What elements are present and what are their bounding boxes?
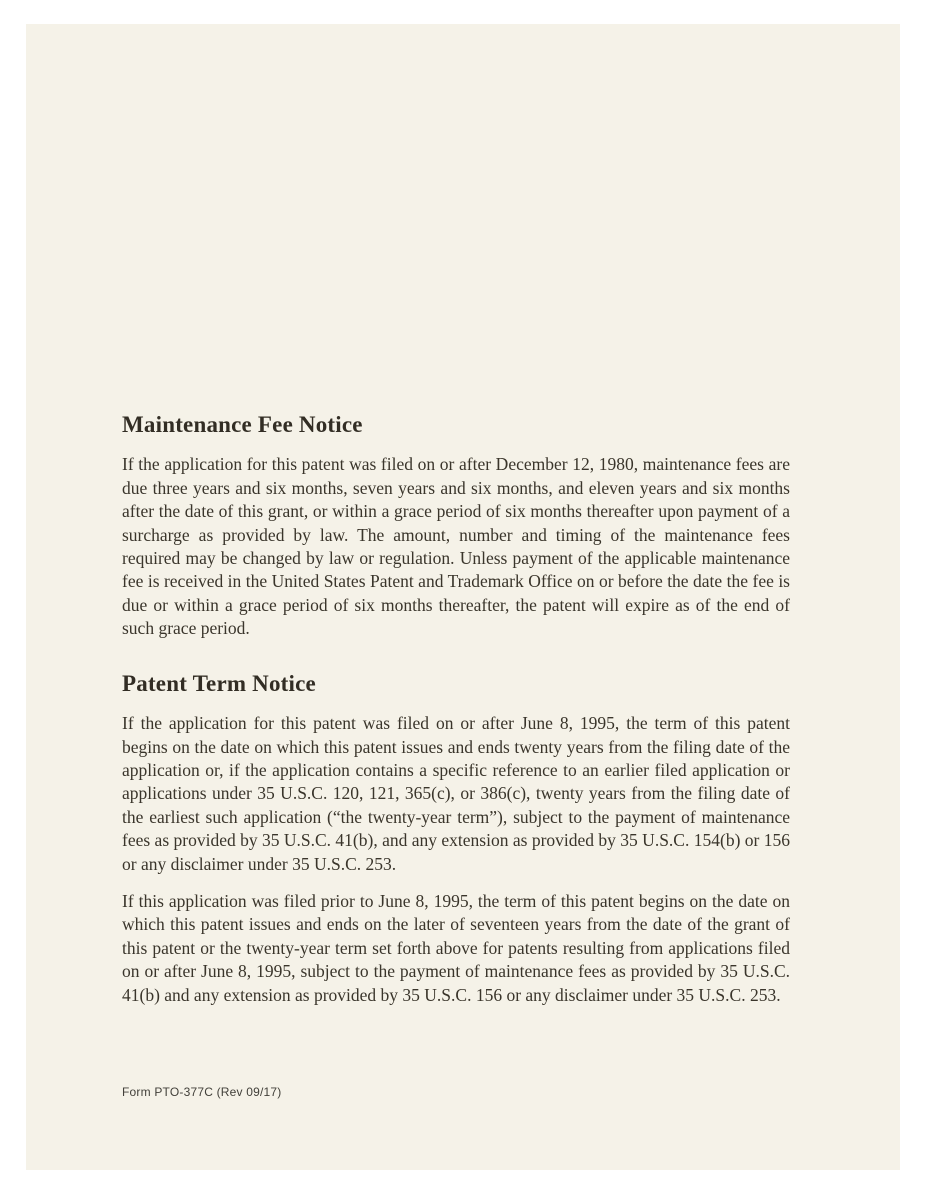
document-page [26, 24, 900, 1170]
patent-term-notice-paragraph-2: If this application was filed prior to June 8, 1995, the term of this patent begins on the date on which this patent issues and ends on the later of seventeen years from the date of the grant of this patent or the twenty-year term set forth above for patents resulting from applications filed on or after June 8, 1995, subject to the payment of maintenance fees as provided by 35 U.S.C. 41(b) and any extension as provided by 35 U.S.C. 156 or any disclaimer under 35 U.S.C. 253. [122, 890, 790, 1005]
patent-term-notice-heading: Patent Term Notice [122, 670, 316, 696]
maintenance-fee-notice-paragraph: If the application for this patent was filed on or after December 12, 1980, maintenance fees are due three years and six months, seven years and six months, and eleven years and six months after the date of this grant, or within a grace period of six months thereafter upon payment of a surcharge as provided by law. The amount, number and timing of the maintenance fees required may be changed by law or regulation. Unless payment of the applicable maintenance fee is received in the United States Patent and Trademark Office on or before the date the fee is due or within a grace period of six months thereafter, the patent will expire as of the end of such grace period. [122, 454, 790, 639]
section-maintenance-fee-notice [122, 412, 790, 641]
patent-term-notice-paragraph-1: If the application for this patent was filed on or after June 8, 1995, the term of this patent begins on the date on which this patent issues and ends twenty years from the filing date of the application or, if the application contains a specific reference to an earlier filed application or applications under 35 U.S.C. 120, 121, 365(c), or 386(c), twenty years from the filing date of the earliest such application (“the twenty-year term”), subject to the payment of maintenance fees as provided by 35 U.S.C. 41(b), and any extension as provided by 35 U.S.C. 154(b) or 156 or any disclaimer under 35 U.S.C. 253. [122, 713, 790, 874]
maintenance-fee-notice-heading: Maintenance Fee Notice [122, 412, 363, 437]
form-number: Form PTO-377C (Rev 09/17) [122, 1085, 282, 1099]
document-content [122, 412, 790, 1021]
section-patent-term-notice [122, 671, 790, 1007]
